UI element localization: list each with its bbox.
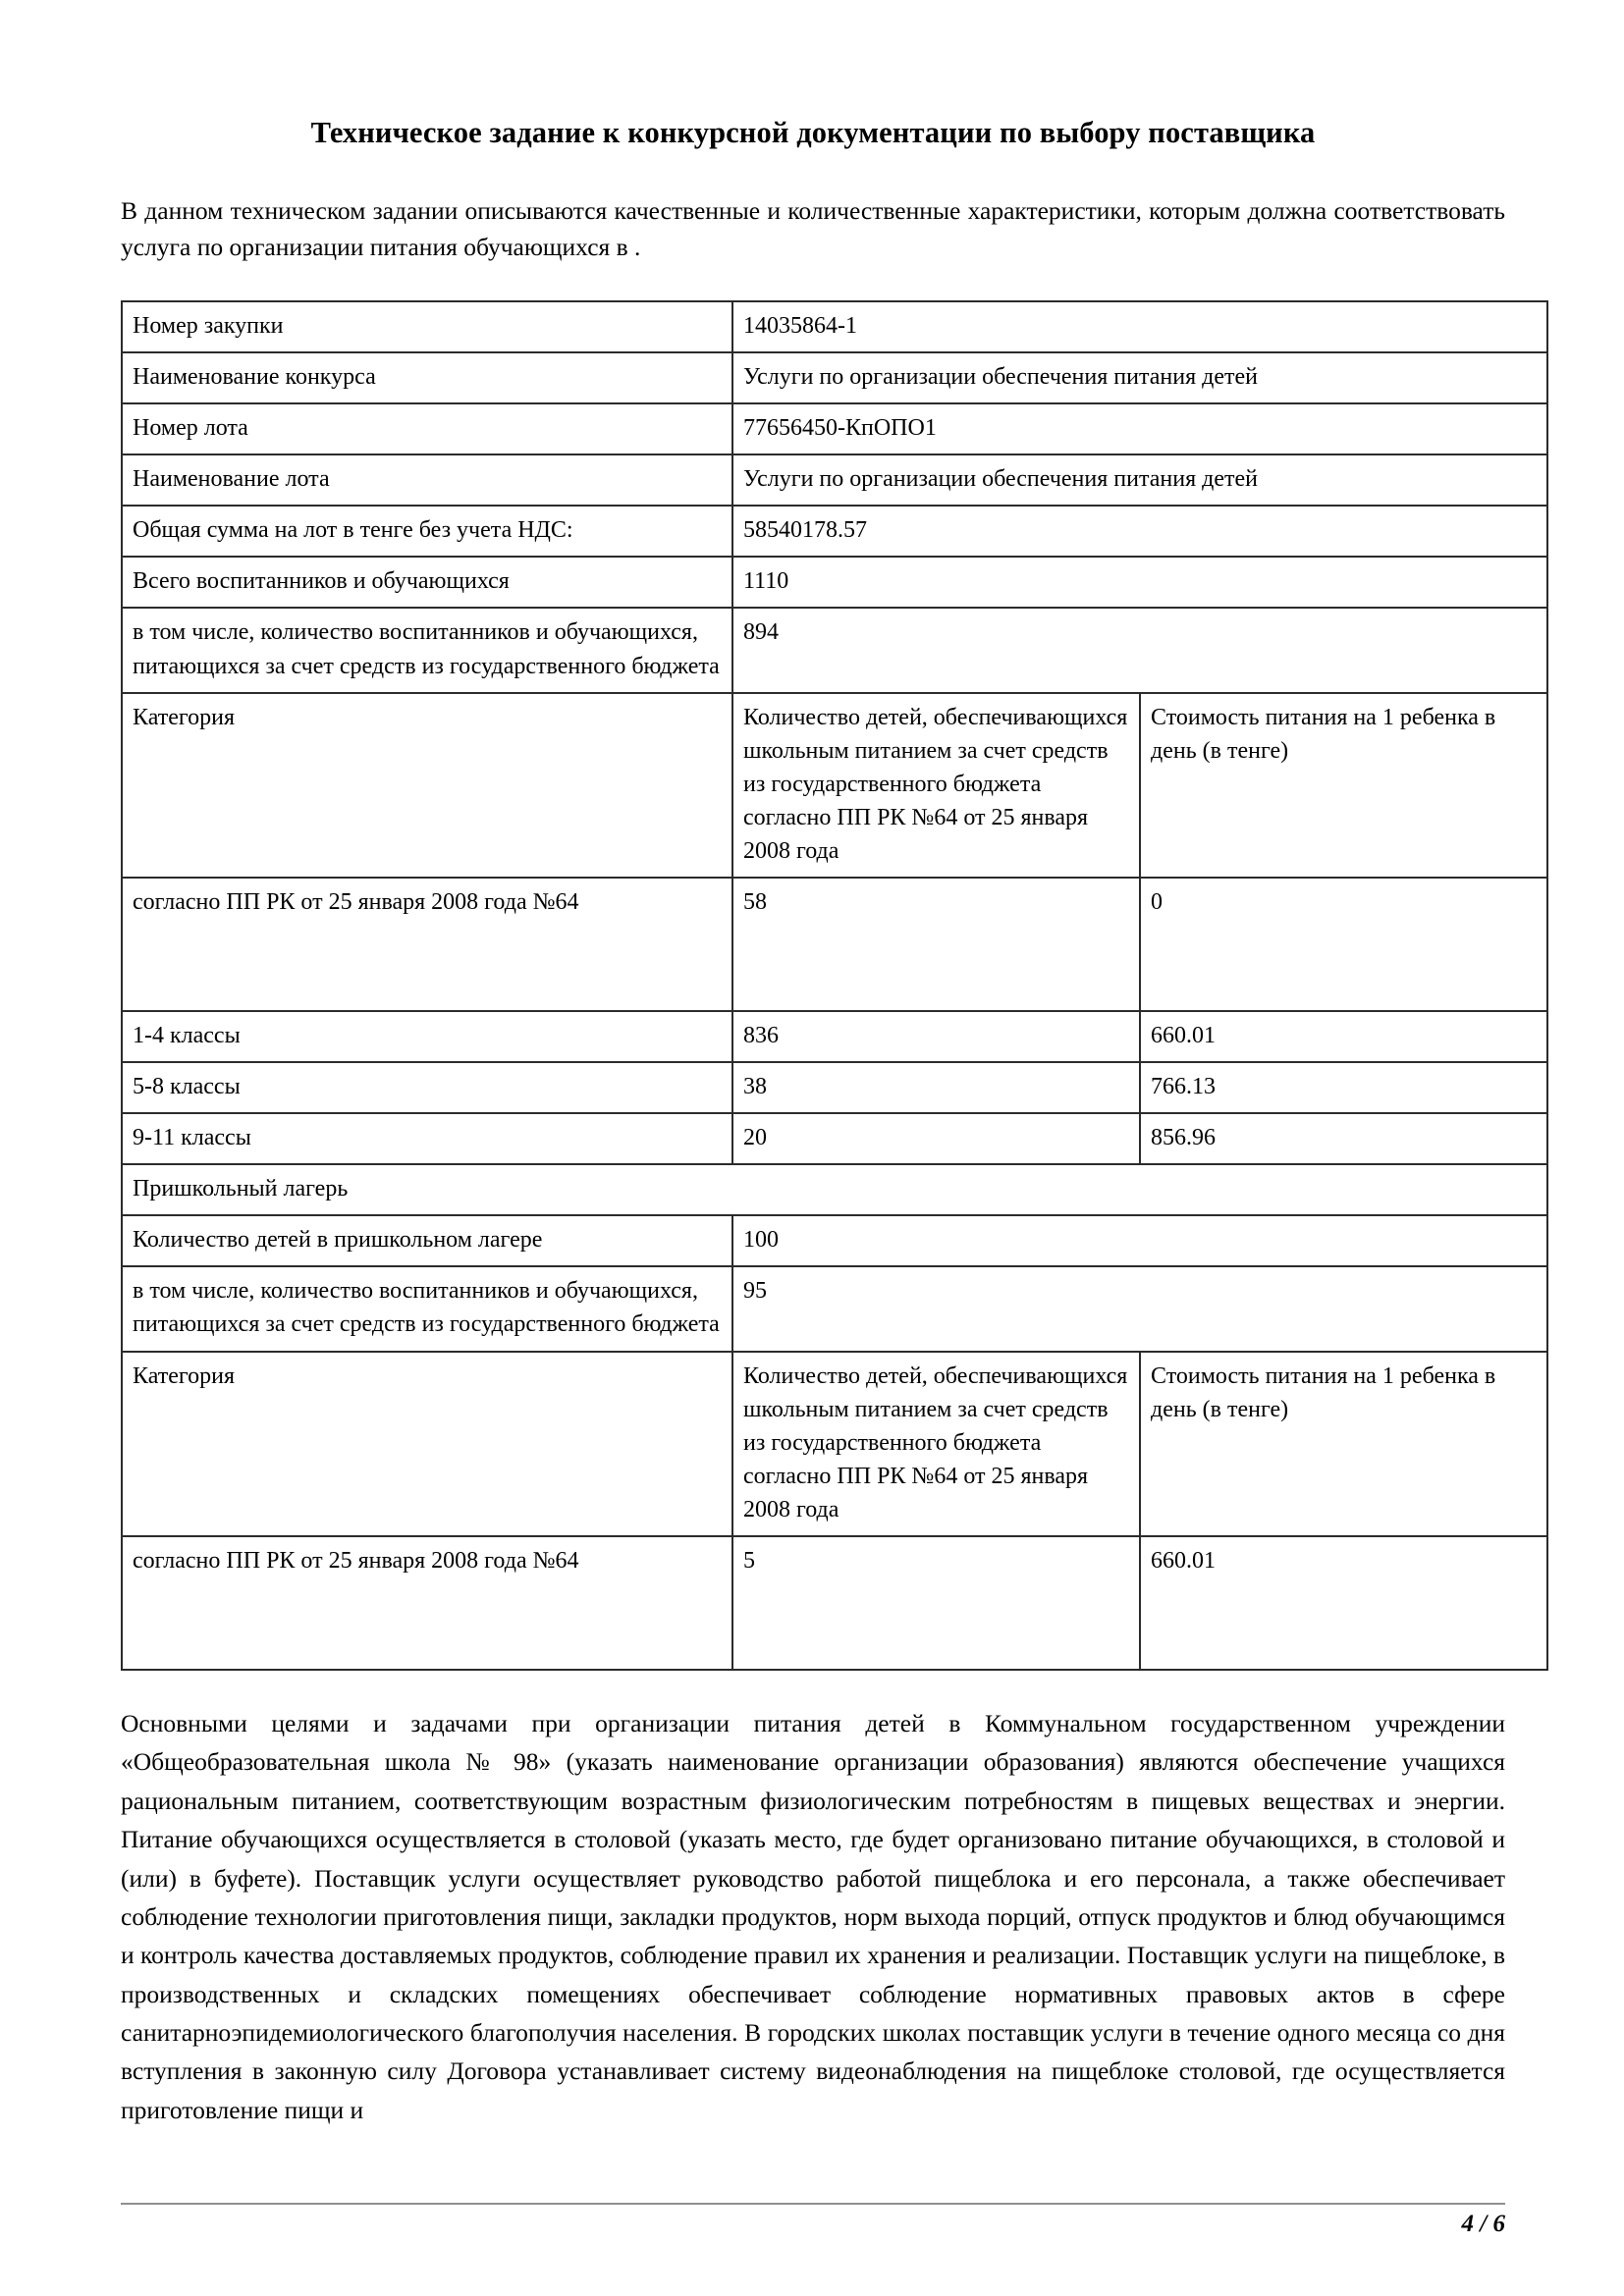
table-row bbox=[122, 1215, 1547, 1266]
row-value: 894 bbox=[732, 608, 1547, 692]
category-header-col3: Стоимость питания на 1 ребенка в день (в тенге) bbox=[1140, 693, 1547, 878]
row-label: в том числе, количество воспитанников и обучающихся, питающихся за счет средств из государственного бюджета bbox=[122, 1266, 732, 1351]
footer-divider bbox=[121, 2203, 1505, 2205]
category-cost: 766.13 bbox=[1140, 1062, 1547, 1113]
row-value: 14035864-1 bbox=[732, 301, 1547, 352]
category-cost: 660.01 bbox=[1140, 1536, 1547, 1670]
body-paragraph: Основными целями и задачами при организации питания детей в Коммунальном государственном учреждении «Общеобразовательная школа № 98» (указать наименование организации образования) являются обеспечение учащихся рациональным питанием, соответствующим возрастным физиологическим потребностям в пищевых веществах и энергии. Питание обучающихся осуществляется в столовой (указать место, где будет организовано питание обучающихся, в столовой и (или) в буфете). Поставщик услуги осуществляет руководство работой пищеблока и его персонала, а также обеспечивает соблюдение технологии приготовления пищи, закладки продуктов, норм выхода порций, отпуск продуктов и блюд обучающимся и контроль качества доставляемых продуктов, соблюдение правил их хранения и реализации. Поставщик услуги на пищеблоке, в производственных и складских помещениях обеспечивает соблюдение нормативных правовых актов в сфере санитарноэпидемиологического благополучия населения. В городских школах поставщик услуги в течение одного месяца со дня вступления в законную силу Договора устанавливает систему видеонаблюдения на пищеблоке столовой, где осуществляется приготовление пищи и bbox=[121, 1708, 1505, 2124]
table-row bbox=[122, 454, 1547, 506]
camp-section-title: Пришкольный лагерь bbox=[122, 1164, 1547, 1215]
row-label: Всего воспитанников и обучающихся bbox=[122, 557, 732, 608]
row-label: Общая сумма на лот в тенге без учета НДС: bbox=[122, 506, 732, 557]
category-name: 5-8 классы bbox=[122, 1062, 732, 1113]
category-name: согласно ПП РК от 25 января 2008 года №64 bbox=[122, 1536, 732, 1670]
category-cost: 660.01 bbox=[1140, 1011, 1547, 1062]
table-row bbox=[122, 403, 1547, 454]
row-value: 1110 bbox=[732, 557, 1547, 608]
row-value: 77656450-КпОПО1 bbox=[732, 403, 1547, 454]
category-header-col1: Категория bbox=[122, 693, 732, 878]
category-count: 58 bbox=[732, 878, 1140, 1011]
category-header-row bbox=[122, 1352, 1547, 1536]
table-row bbox=[122, 301, 1547, 352]
row-label: Количество детей в пришкольном лагере bbox=[122, 1215, 732, 1266]
row-label: в том числе, количество воспитанников и обучающихся, питающихся за счет средств из государственного бюджета bbox=[122, 608, 732, 692]
category-header-col3: Стоимость питания на 1 ребенка в день (в тенге) bbox=[1140, 1352, 1547, 1536]
page-title: Техническое задание к конкурсной документации по выбору поставщика bbox=[310, 116, 1316, 149]
row-value: Услуги по организации обеспечения питания детей bbox=[732, 352, 1547, 403]
row-value: 95 bbox=[732, 1266, 1547, 1351]
category-name: 1-4 классы bbox=[122, 1011, 732, 1062]
category-header-row bbox=[122, 693, 1547, 878]
category-cost: 0 bbox=[1140, 878, 1547, 1011]
category-header-col2: Количество детей, обеспечивающихся школьным питанием за счет средств из государственного бюджета согласно ПП РК №64 от 25 января 2008 года bbox=[732, 1352, 1140, 1536]
row-value: 100 bbox=[732, 1215, 1547, 1266]
row-label: Номер закупки bbox=[122, 301, 732, 352]
row-value: 58540178.57 bbox=[732, 506, 1547, 557]
table-row bbox=[122, 1113, 1547, 1164]
row-value: Услуги по организации обеспечения питания детей bbox=[732, 454, 1547, 506]
table-row bbox=[122, 1536, 1547, 1670]
table-row bbox=[122, 608, 1547, 692]
category-header-col2: Количество детей, обеспечивающихся школьным питанием за счет средств из государственного бюджета согласно ПП РК №64 от 25 января 2008 года bbox=[732, 693, 1140, 878]
page-number: 4 / 6 bbox=[1461, 2211, 1505, 2237]
camp-section-header-row bbox=[122, 1164, 1547, 1215]
table-row bbox=[122, 506, 1547, 557]
category-name: 9-11 классы bbox=[122, 1113, 732, 1164]
specification-table bbox=[121, 300, 1548, 1671]
table-row bbox=[122, 1266, 1547, 1351]
table-row bbox=[122, 878, 1547, 1011]
page-content bbox=[121, 0, 1505, 2129]
category-count: 836 bbox=[732, 1011, 1140, 1062]
table-row bbox=[122, 557, 1547, 608]
category-cost: 856.96 bbox=[1140, 1113, 1547, 1164]
intro-paragraph: В данном техническом задании описываются качественные и количественные характеристики, которым должна соответствовать услуга по организации питания обучающихся в . bbox=[121, 196, 1505, 262]
category-count: 5 bbox=[732, 1536, 1140, 1670]
table-row bbox=[122, 1062, 1547, 1113]
table-row bbox=[122, 1011, 1547, 1062]
category-header-col1: Категория bbox=[122, 1352, 732, 1536]
table-row bbox=[122, 352, 1547, 403]
category-name: согласно ПП РК от 25 января 2008 года №64 bbox=[122, 878, 732, 1011]
category-count: 38 bbox=[732, 1062, 1140, 1113]
row-label: Наименование лота bbox=[122, 454, 732, 506]
row-label: Наименование конкурса bbox=[122, 352, 732, 403]
row-label: Номер лота bbox=[122, 403, 732, 454]
category-count: 20 bbox=[732, 1113, 1140, 1164]
